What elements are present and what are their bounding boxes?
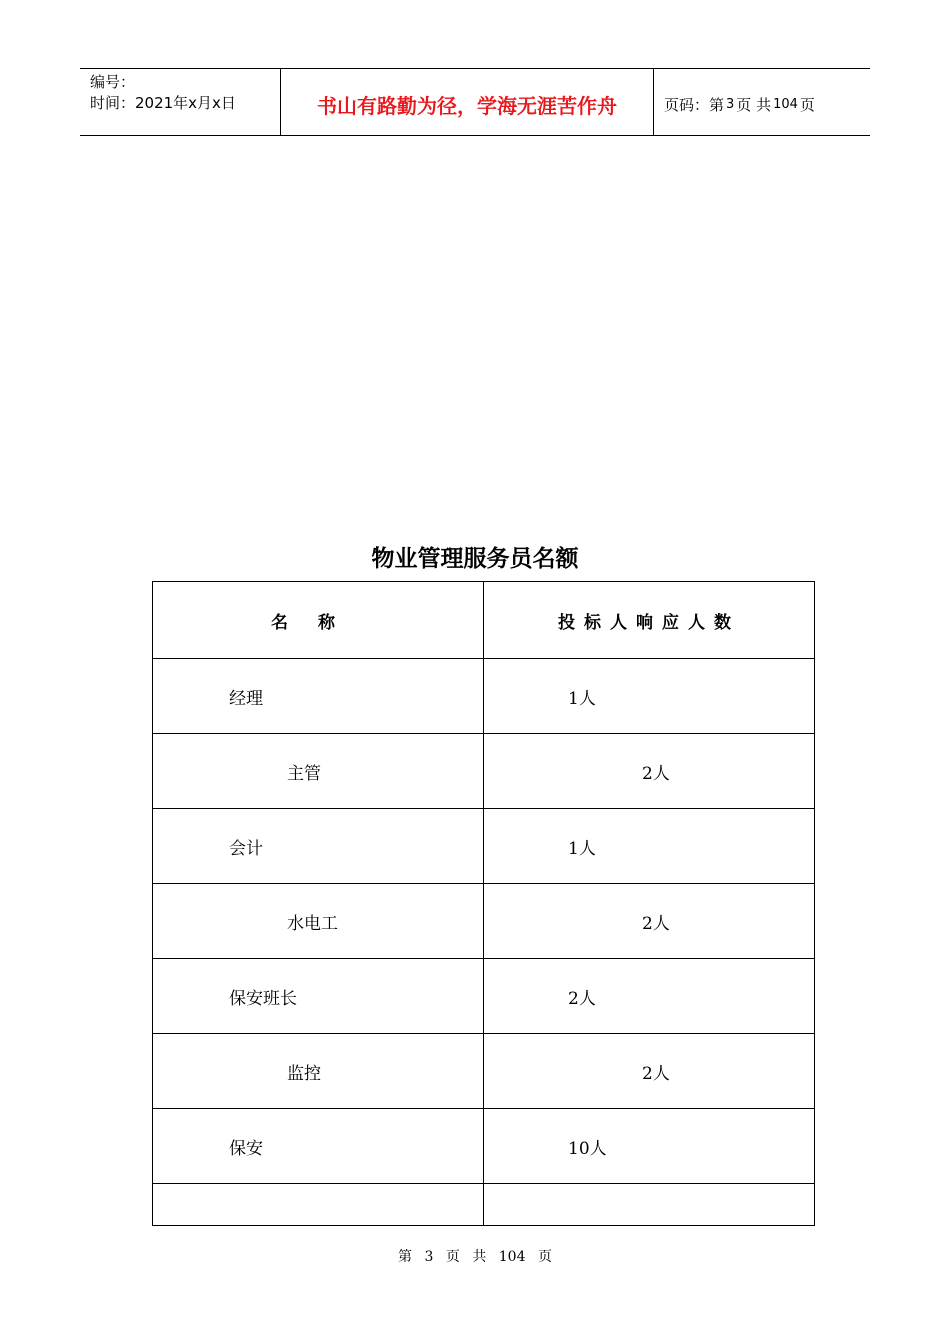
footer-gong: 共 xyxy=(472,1249,487,1265)
table-row xyxy=(153,659,815,734)
row-count: 10人 xyxy=(484,1109,815,1184)
row-name: 经理 xyxy=(153,659,484,734)
page-header xyxy=(80,68,870,136)
row-count: 1人 xyxy=(484,809,815,884)
header-page-info xyxy=(654,69,870,135)
footer-ye: 页 xyxy=(445,1249,460,1265)
column-header-name: 名称 xyxy=(153,582,484,659)
row-count: 1人 xyxy=(484,659,815,734)
row-count xyxy=(484,1184,815,1226)
header-number-label: 编号： xyxy=(90,73,136,91)
header-motto: 书山有路勤为径，学海无涯苦作舟 xyxy=(281,69,654,135)
row-count: 2人 xyxy=(484,734,815,809)
header-page-current: 3 xyxy=(726,96,735,112)
header-date-label: 时间：2021年x月x日 xyxy=(90,94,236,112)
table-row xyxy=(153,884,815,959)
row-name: 保安 xyxy=(153,1109,484,1184)
row-name xyxy=(153,1184,484,1226)
table-row xyxy=(153,1034,815,1109)
header-page-prefix: 页码：第 xyxy=(664,95,725,114)
row-count: 2人 xyxy=(484,1034,815,1109)
row-count: 2人 xyxy=(484,959,815,1034)
document-title: 物业管理服务员名额 xyxy=(371,546,579,572)
header-page-suffix: 页 xyxy=(799,95,815,114)
header-page-mid: 页 共 xyxy=(736,95,772,114)
table-row xyxy=(153,809,815,884)
page-footer xyxy=(0,1246,950,1266)
header-meta xyxy=(80,69,281,135)
table-header-row xyxy=(153,582,815,659)
row-name: 保安班长 xyxy=(153,959,484,1034)
row-name: 水电工 xyxy=(153,884,484,959)
header-page-total: 104 xyxy=(773,96,798,112)
row-name: 监控 xyxy=(153,1034,484,1109)
footer-ye-end: 页 xyxy=(537,1249,552,1265)
row-name: 会计 xyxy=(153,809,484,884)
staff-quota-table xyxy=(152,581,815,1226)
row-count: 2人 xyxy=(484,884,815,959)
column-header-count: 投标人响应人数 xyxy=(484,582,815,659)
table-row xyxy=(153,959,815,1034)
row-name: 主管 xyxy=(153,734,484,809)
footer-di: 第 xyxy=(398,1249,413,1265)
table-row xyxy=(153,1109,815,1184)
footer-current-page: 3 xyxy=(424,1249,434,1265)
footer-total-pages: 104 xyxy=(498,1249,526,1265)
table-row xyxy=(153,1184,815,1226)
table-row xyxy=(153,734,815,809)
